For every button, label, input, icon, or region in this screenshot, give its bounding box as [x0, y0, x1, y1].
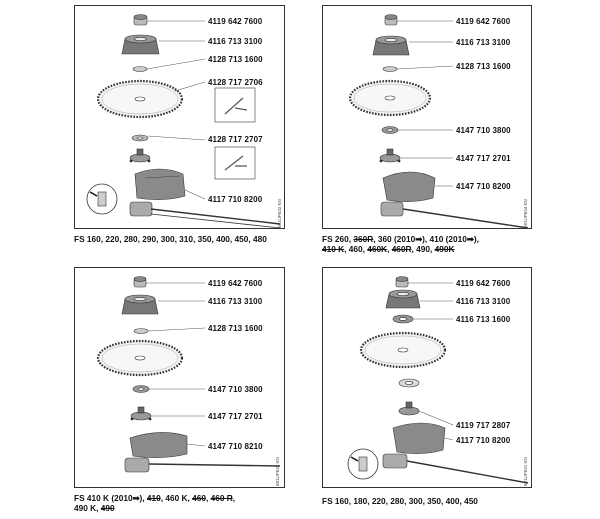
gear-head-guard-part: [381, 172, 528, 228]
washer-part: [383, 67, 397, 72]
part-number: 4147 717 2701: [456, 154, 511, 163]
washer-part: [133, 67, 147, 72]
thrust-plate-screws-part: [399, 402, 419, 415]
washer-part: [134, 329, 148, 334]
thrust-plate-part: [122, 295, 158, 314]
part-number: 4147 710 8210: [208, 442, 263, 451]
part-number: 4116 713 3100: [456, 38, 511, 47]
model-caption: FS 160, 180, 220, 280, 300, 350, 400, 450: [322, 496, 478, 506]
image-code: 681UP632 KN: [277, 199, 282, 228]
spindle-inset: [348, 449, 378, 479]
part-number: 4128 717 2707: [208, 135, 263, 144]
saw-blade-part: [98, 81, 182, 117]
caption-segment: ,: [232, 493, 236, 503]
thrust-plate-part: [122, 35, 159, 54]
thrust-washer-part: [132, 135, 148, 141]
caption-segment: , 490,: [411, 244, 435, 254]
caption-segment: ,: [205, 493, 211, 503]
part-number: 4128 713 1600: [208, 324, 263, 333]
part-number: 4116 713 3100: [208, 37, 263, 46]
part-number: 4116 713 3100: [208, 297, 263, 306]
model-caption: FS 160, 220, 280, 290, 300, 310, 350, 400, 450, 480: [74, 234, 267, 244]
caption-segment: FS 410 K (2010➡),: [74, 493, 147, 503]
detail-inset-1: [215, 88, 255, 122]
nut-part: [134, 277, 146, 288]
caption-segment: FS 260,: [322, 234, 354, 244]
part-number: 4147 710 8200: [456, 182, 511, 191]
diagram-panel-bottom-right: [322, 267, 532, 488]
caption-segment: , 460 K,: [160, 493, 193, 503]
caption-segment-struck: 410: [146, 493, 161, 503]
caption-segment: , 360 (2010➡), 410 (2010➡),: [373, 234, 479, 244]
thrust-plate-screws-part: [130, 149, 151, 162]
part-number: 4116 713 3100: [456, 297, 511, 306]
image-code: 681UP631 KN: [523, 457, 528, 486]
nut-part: [385, 15, 397, 26]
model-caption: [322, 234, 479, 254]
part-number: 4119 642 7600: [456, 17, 511, 26]
part-number: 4119 642 7600: [208, 17, 263, 26]
part-number: 4117 710 8200: [456, 436, 511, 445]
thrust-plate-part: [386, 290, 420, 308]
thrust-plate-part: [373, 36, 409, 55]
gear-head-guard-part: [125, 432, 280, 472]
image-code: 681UP634 KN: [523, 199, 528, 228]
caption-segment-struck: 360R: [353, 234, 374, 244]
model-caption: [74, 493, 235, 513]
nut-part: [134, 15, 147, 26]
caption-segment-struck: 490K: [434, 244, 455, 254]
nut-part: [396, 277, 408, 288]
thrust-washer-part: [382, 127, 398, 134]
image-code: 681UP633 KN: [275, 457, 280, 486]
gear-head-guard-part: [383, 423, 528, 483]
diagram-panel-bottom-left: [74, 267, 285, 488]
part-number: 4128 713 1600: [208, 55, 263, 64]
thrust-plate-screws-part: [131, 407, 152, 420]
caption-segment-struck: 410 K: [322, 244, 345, 254]
saw-blade-part: [350, 81, 430, 115]
thrust-washer-part: [393, 315, 413, 323]
caption-segment: 490 K,: [74, 503, 101, 513]
thrust-plate-screws-part: [380, 149, 401, 162]
spindle-inset: [87, 184, 117, 214]
part-number: 4119 717 2807: [456, 421, 511, 430]
part-number: 4147 710 3800: [208, 385, 263, 394]
caption-segment: , 460,: [344, 244, 368, 254]
caption-segment-struck: 460K: [367, 244, 388, 254]
thrust-washer-part: [133, 386, 149, 393]
caption-segment-struck: 460: [192, 493, 206, 503]
part-number: 4128 713 1600: [456, 62, 511, 71]
caption-segment-struck: 460 R: [210, 493, 233, 503]
part-number: 4147 710 3800: [456, 126, 511, 135]
caption-segment: ,: [387, 244, 392, 254]
caption-segment-struck: 460R: [391, 244, 412, 254]
part-number: 4128 717 2706: [208, 78, 263, 87]
part-number: 4116 713 1600: [456, 315, 511, 324]
saw-blade-part: [361, 333, 445, 367]
diagram-panel-top-left: [74, 5, 285, 229]
washer-part: [399, 379, 419, 387]
part-number: 4119 642 7600: [208, 279, 263, 288]
caption-segment-struck: 490: [100, 503, 115, 513]
diagram-panel-top-right: [322, 5, 532, 229]
part-number: 4117 710 8200: [208, 195, 263, 204]
saw-blade-part: [98, 341, 182, 375]
part-number: 4119 642 7600: [456, 279, 511, 288]
detail-inset-2: [215, 147, 255, 179]
part-number: 4147 717 2701: [208, 412, 263, 421]
